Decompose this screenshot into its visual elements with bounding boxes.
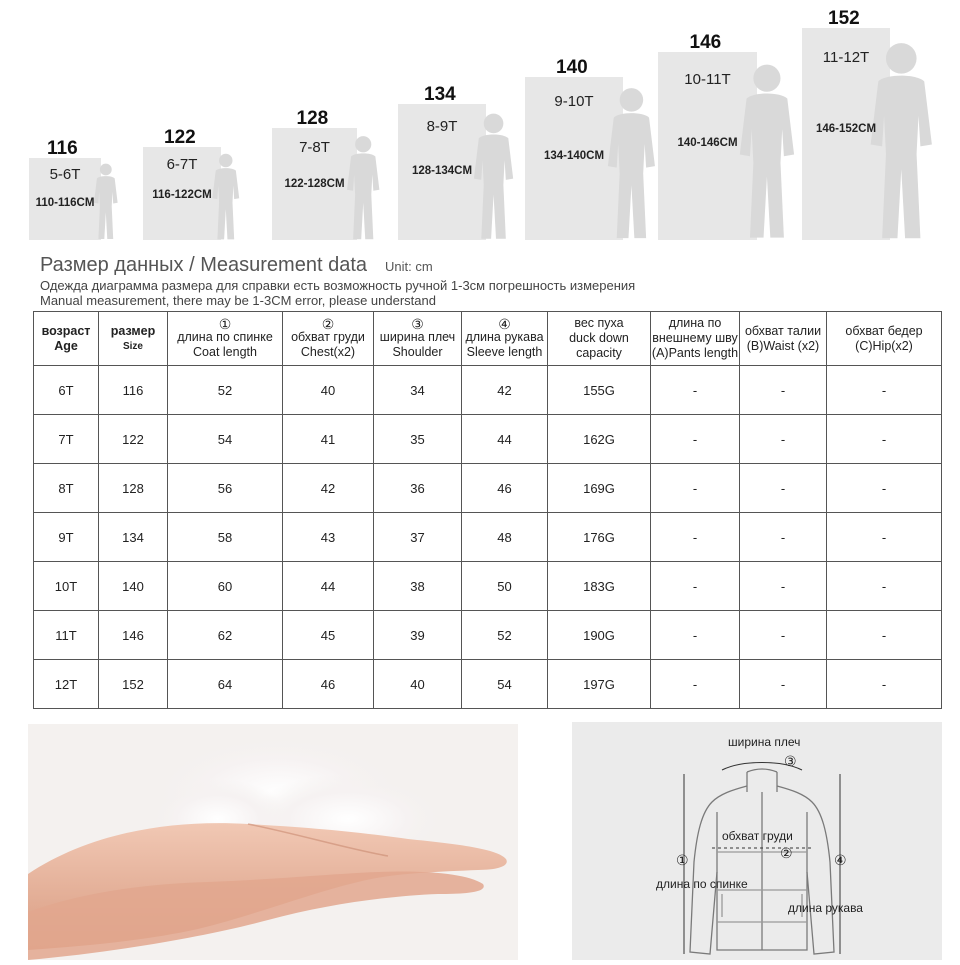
sleeve-label: длина рукава <box>788 901 863 915</box>
table-cell: 197G <box>548 660 651 709</box>
table-cell: 44 <box>283 562 374 611</box>
size-age-label: 8-9T <box>426 118 458 135</box>
header-en: Size <box>122 340 143 352</box>
header-en: (C)Hip(x2) <box>855 338 913 353</box>
size-box <box>398 104 486 240</box>
shoulder-label: ширина плеч <box>728 735 801 749</box>
circled-number: ③ <box>411 315 424 332</box>
table-cell: 44 <box>462 415 548 464</box>
size-box <box>143 147 221 240</box>
size-age-label: 9-10T <box>554 93 594 110</box>
header-ru: вес пуха <box>574 316 624 330</box>
table-cell: - <box>827 415 942 464</box>
size-height-range: 122-128CM <box>284 178 345 190</box>
header-ru: длина по <box>668 316 722 330</box>
size-number: 116 <box>47 138 78 159</box>
size-number: 122 <box>164 127 196 148</box>
jacket-diagram <box>572 722 942 960</box>
table-cell: - <box>740 611 827 660</box>
table-cell: 46 <box>462 464 548 513</box>
table-cell: - <box>740 562 827 611</box>
table-row <box>34 660 942 709</box>
table-cell: 34 <box>374 366 462 415</box>
table-cell: 176G <box>548 513 651 562</box>
table-cell: 134 <box>99 513 168 562</box>
note-en: Manual measurement, there may be 1-3CM error, please understand <box>40 293 436 308</box>
table-cell: - <box>651 660 740 709</box>
table-cell: 122 <box>99 415 168 464</box>
sleeve-marker: ④ <box>834 852 847 868</box>
table-header-cell <box>827 312 942 366</box>
table-cell: - <box>651 415 740 464</box>
child-silhouette-icon <box>863 39 940 240</box>
size-age-label: 7-8T <box>299 139 330 156</box>
table-cell: 60 <box>168 562 283 611</box>
table-cell: 40 <box>283 366 374 415</box>
table-cell: 54 <box>168 415 283 464</box>
size-age-label: 10-11T <box>684 71 731 88</box>
size-number: 140 <box>556 57 588 78</box>
table-cell: - <box>651 513 740 562</box>
table-cell: 140 <box>99 562 168 611</box>
table-header-cell <box>34 312 99 366</box>
header-en: Sleeve length <box>466 344 543 359</box>
size-age-label: 11-12T <box>822 49 870 66</box>
table-header-cell <box>740 312 827 366</box>
table-row <box>34 415 942 464</box>
table-body <box>34 366 942 709</box>
title-separator: / <box>183 254 201 276</box>
table-cell: - <box>651 464 740 513</box>
header-en: Age <box>54 338 78 353</box>
table-cell: 11T <box>34 611 99 660</box>
table-cell: - <box>827 562 942 611</box>
table-cell: - <box>651 611 740 660</box>
table-cell: 54 <box>462 660 548 709</box>
shoulder-marker: ③ <box>784 753 797 769</box>
table-header-cell <box>548 312 651 366</box>
table-row <box>34 513 942 562</box>
table-cell: 146 <box>99 611 168 660</box>
header-en: Chest(x2) <box>300 344 356 359</box>
size-age-label: 6-7T <box>166 156 198 173</box>
table-cell: - <box>827 366 942 415</box>
title-en: Measurement data <box>200 254 367 276</box>
table-cell: - <box>827 611 942 660</box>
chest-marker: ② <box>780 845 793 861</box>
size-box <box>525 77 623 240</box>
table-cell: 40 <box>374 660 462 709</box>
length-marker: ① <box>676 852 689 868</box>
table-cell: - <box>740 415 827 464</box>
circled-number: ④ <box>498 315 511 332</box>
table-cell: 50 <box>462 562 548 611</box>
table-cell: 6T <box>34 366 99 415</box>
header-en: (B)Waist (x2) <box>746 338 820 353</box>
table-cell: 58 <box>168 513 283 562</box>
table-row <box>34 366 942 415</box>
table-cell: 35 <box>374 415 462 464</box>
length-label: длина по спинке <box>656 877 748 891</box>
table-cell: 10T <box>34 562 99 611</box>
table-row <box>34 611 942 660</box>
table-cell: 162G <box>548 415 651 464</box>
table-row <box>34 464 942 513</box>
table-cell: 48 <box>462 513 548 562</box>
table-cell: - <box>740 464 827 513</box>
table-cell: 41 <box>283 415 374 464</box>
table-cell: 52 <box>168 366 283 415</box>
table-row <box>34 562 942 611</box>
header-en-line2: capacity <box>576 346 622 360</box>
table-header-cell <box>283 312 374 366</box>
size-height-range: 140-146CM <box>677 137 738 149</box>
header-ru: длина рукава <box>465 329 544 344</box>
table-cell: 43 <box>283 513 374 562</box>
header-ru: обхват бедер <box>845 323 923 338</box>
hand-with-down-image <box>28 724 518 960</box>
size-box <box>29 158 101 240</box>
table-cell: - <box>740 513 827 562</box>
table-cell: 155G <box>548 366 651 415</box>
table-cell: - <box>827 513 942 562</box>
table-header-row <box>34 312 942 366</box>
header-en: duck down <box>569 331 629 345</box>
table-cell: 190G <box>548 611 651 660</box>
size-height-range: 116-122CM <box>152 189 212 201</box>
table-cell: - <box>651 562 740 611</box>
title-ru: Размер данных <box>40 254 184 276</box>
header-ru: длина по спинке <box>177 329 273 344</box>
table-cell: 46 <box>283 660 374 709</box>
table-cell: 37 <box>374 513 462 562</box>
table-cell: 45 <box>283 611 374 660</box>
table-cell: 52 <box>462 611 548 660</box>
size-height-range: 146-152CM <box>815 123 877 135</box>
note-ru: Одежда диаграмма размера для справки есть возможность ручной 1-3см погрешность измерения <box>40 278 636 293</box>
table-cell: - <box>827 660 942 709</box>
size-number: 128 <box>296 108 329 129</box>
table-cell: 8T <box>34 464 99 513</box>
table-cell: 36 <box>374 464 462 513</box>
table-cell: 116 <box>99 366 168 415</box>
child-silhouette-icon <box>733 61 801 240</box>
table-cell: 39 <box>374 611 462 660</box>
unit-label: Unit: cm <box>385 259 433 274</box>
table-header-cell <box>99 312 168 366</box>
header-en: Shoulder <box>392 344 443 359</box>
circled-number: ② <box>321 315 335 332</box>
size-box <box>802 28 890 240</box>
table-cell: 56 <box>168 464 283 513</box>
table-cell: 128 <box>99 464 168 513</box>
size-number: 152 <box>828 8 860 29</box>
table-cell: 42 <box>283 464 374 513</box>
size-box <box>272 128 357 240</box>
header-ru: размер <box>110 323 156 338</box>
table-cell: 7T <box>34 415 99 464</box>
table-cell: 169G <box>548 464 651 513</box>
header-ru: ширина плеч <box>379 329 456 344</box>
measurement-title <box>40 254 433 277</box>
header-ru: обхват талии <box>744 323 822 338</box>
table-cell: 64 <box>168 660 283 709</box>
table-cell: 62 <box>168 611 283 660</box>
size-number: 146 <box>689 32 722 53</box>
chest-label: обхват груди <box>722 829 793 843</box>
header-en: Coat length <box>193 344 257 359</box>
table-cell: - <box>740 660 827 709</box>
circled-number: ① <box>218 315 232 332</box>
table-cell: 183G <box>548 562 651 611</box>
size-number: 134 <box>424 84 456 105</box>
size-age-label: 5-6T <box>49 166 81 183</box>
header-en-line2: (A)Pants length <box>651 346 739 360</box>
table-header-cell <box>374 312 462 366</box>
table-cell: 38 <box>374 562 462 611</box>
header-ru: возраст <box>41 323 91 338</box>
table-cell: - <box>827 464 942 513</box>
table-header-cell <box>651 312 740 366</box>
table-cell: 9T <box>34 513 99 562</box>
table-cell: 12T <box>34 660 99 709</box>
size-height-range: 128-134CM <box>411 165 473 177</box>
table-cell: 152 <box>99 660 168 709</box>
header-ru: обхват груди <box>291 329 365 344</box>
table-header-cell <box>168 312 283 366</box>
size-box <box>658 52 757 240</box>
header-en: внешнему шву <box>652 331 738 345</box>
table-cell: 42 <box>462 366 548 415</box>
table-header-cell <box>462 312 548 366</box>
table-cell: - <box>740 366 827 415</box>
down-feather-photo <box>28 724 518 960</box>
size-height-range: 134-140CM <box>543 150 605 162</box>
size-height-range: 110-116CM <box>35 197 95 209</box>
table-cell: - <box>651 366 740 415</box>
measurement-table <box>33 311 942 709</box>
